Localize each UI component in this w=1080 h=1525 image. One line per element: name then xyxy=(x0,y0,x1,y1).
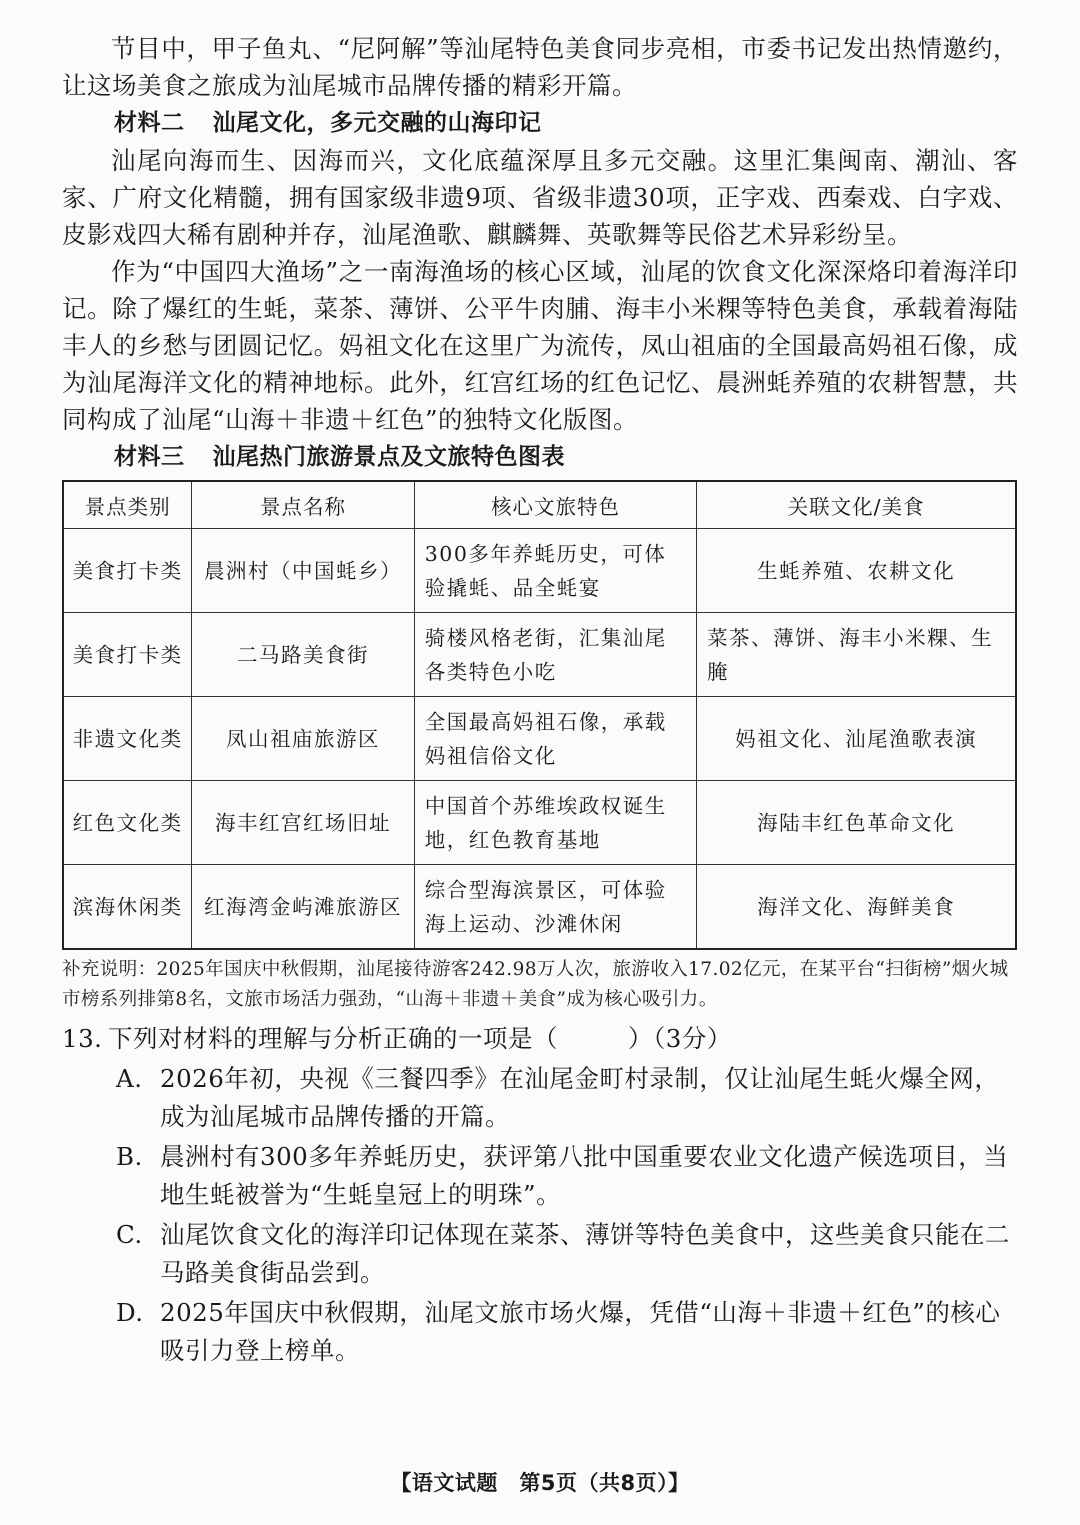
question-stem xyxy=(62,1019,1018,1058)
cell-culture: 菜茶、薄饼、海丰小米粿、生腌 xyxy=(697,613,1016,697)
table-row xyxy=(63,613,1016,697)
page-footer: 【语文试题 第5页（共8页）】 xyxy=(390,1471,690,1495)
material3-heading xyxy=(62,438,1018,476)
material3-title: 汕尾热门旅游景点及文旅特色图表 xyxy=(212,444,565,470)
material2-title: 汕尾文化，多元交融的山海印记 xyxy=(212,110,542,136)
cell-feature: 骑楼风格老街，汇集汕尾各类特色小吃 xyxy=(414,613,696,697)
cell-category: 滨海休闲类 xyxy=(63,865,192,950)
question-stem-after: ）（3分） xyxy=(628,1024,732,1053)
cell-category: 美食打卡类 xyxy=(63,613,192,697)
table-row xyxy=(63,865,1016,950)
table-header: 景点类别 xyxy=(63,481,192,529)
material2-label: 材料二 xyxy=(114,110,185,136)
cell-name: 二马路美食街 xyxy=(192,613,415,697)
option-label: A. xyxy=(116,1064,143,1093)
option-label: C. xyxy=(116,1220,143,1249)
supplementary-note: 补充说明：2025年国庆中秋假期，汕尾接待游客242.98万人次，旅游收入17.02亿元，在某平台“扫街榜”烟火城市榜系列排第8名，文旅市场活力强劲，“山海＋非遗＋美食”成为核心吸引力。 xyxy=(62,959,1009,1010)
cell-culture: 妈祖文化、汕尾渔歌表演 xyxy=(697,697,1016,781)
option-a xyxy=(62,1060,1018,1136)
material2-paragraph: 作为“中国四大渔场”之一南海渔场的核心区域，汕尾的饮食文化深深烙印着海洋印记。除了爆红的生蚝，菜茶、薄饼、公平牛肉脯、海丰小米粿等特色美食，承载着海陆丰人的乡愁与团圆记忆。妈祖文化在这里广为流传，凤山祖庙的全国最高妈祖石像，成为汕尾海洋文化的精神地标。此外，红宫红场的红色记忆、晨洲蚝养殖的农耕智慧，共同构成了汕尾“山海＋非遗＋红色”的独特文化版图。 xyxy=(62,257,1018,434)
material3-label: 材料三 xyxy=(114,444,185,470)
option-text: 2026年初，央视《三餐四季》在汕尾金町村录制，仅让汕尾生蚝火爆全网，成为汕尾城市品牌传播的开篇。 xyxy=(160,1064,1000,1131)
option-text: 2025年国庆中秋假期，汕尾文旅市场火爆，凭借“山海＋非遗＋红色”的核心吸引力登上榜单。 xyxy=(160,1298,1001,1365)
cell-name: 红海湾金屿滩旅游区 xyxy=(192,865,415,950)
option-c xyxy=(62,1216,1018,1292)
table-header: 关联文化/美食 xyxy=(697,481,1016,529)
cell-culture: 海陆丰红色革命文化 xyxy=(697,781,1016,865)
table-header-row xyxy=(63,481,1016,529)
scenic-spots-table xyxy=(62,480,1017,950)
cell-culture: 海洋文化、海鲜美食 xyxy=(697,865,1016,950)
exam-page xyxy=(62,30,1018,1370)
intro-paragraph: 节目中，甲子鱼丸、“尼阿解”等汕尾特色美食同步亮相，市委书记发出热情邀约，让这场美食之旅成为汕尾城市品牌传播的精彩开篇。 xyxy=(62,34,1018,100)
cell-category: 美食打卡类 xyxy=(63,529,192,613)
table-header: 景点名称 xyxy=(192,481,415,529)
question-number: 13. xyxy=(62,1024,103,1053)
material2-paragraph: 汕尾向海而生、因海而兴，文化底蕴深厚且多元交融。这里汇集闽南、潮汕、客家、广府文化精髓，拥有国家级非遗9项、省级非遗30项，正字戏、西秦戏、白字戏、皮影戏四大稀有剧种并存，汕尾渔歌、麒麟舞、英歌舞等民俗艺术异彩纷呈。 xyxy=(62,146,1018,249)
option-label: D. xyxy=(116,1298,144,1327)
table-header: 核心文旅特色 xyxy=(414,481,696,529)
cell-name: 晨洲村（中国蚝乡） xyxy=(192,529,415,613)
table-row xyxy=(63,697,1016,781)
question-stem-before: 下列对材料的理解与分析正确的一项是（ xyxy=(108,1024,558,1053)
cell-category: 非遗文化类 xyxy=(63,697,192,781)
cell-feature: 300多年养蚝历史，可体验撬蚝、品全蚝宴 xyxy=(414,529,696,613)
cell-name: 凤山祖庙旅游区 xyxy=(192,697,415,781)
cell-culture: 生蚝养殖、农耕文化 xyxy=(697,529,1016,613)
table-row xyxy=(63,781,1016,865)
cell-feature: 中国首个苏维埃政权诞生地，红色教育基地 xyxy=(414,781,696,865)
option-label: B. xyxy=(116,1142,143,1171)
cell-category: 红色文化类 xyxy=(63,781,192,865)
option-b xyxy=(62,1138,1018,1214)
option-d xyxy=(62,1294,1018,1370)
cell-feature: 综合型海滨景区，可体验海上运动、沙滩休闲 xyxy=(414,865,696,950)
cell-name: 海丰红宫红场旧址 xyxy=(192,781,415,865)
option-text: 汕尾饮食文化的海洋印记体现在菜茶、薄饼等特色美食中，这些美食只能在二马路美食街品尝到。 xyxy=(160,1220,1010,1287)
option-text: 晨洲村有300多年养蚝历史，获评第八批中国重要农业文化遗产候选项目，当地生蚝被誉为“生蚝皇冠上的明珠”。 xyxy=(160,1142,1009,1209)
table-row xyxy=(63,529,1016,613)
cell-feature: 全国最高妈祖石像，承载妈祖信俗文化 xyxy=(414,697,696,781)
material2-heading xyxy=(62,104,1018,142)
